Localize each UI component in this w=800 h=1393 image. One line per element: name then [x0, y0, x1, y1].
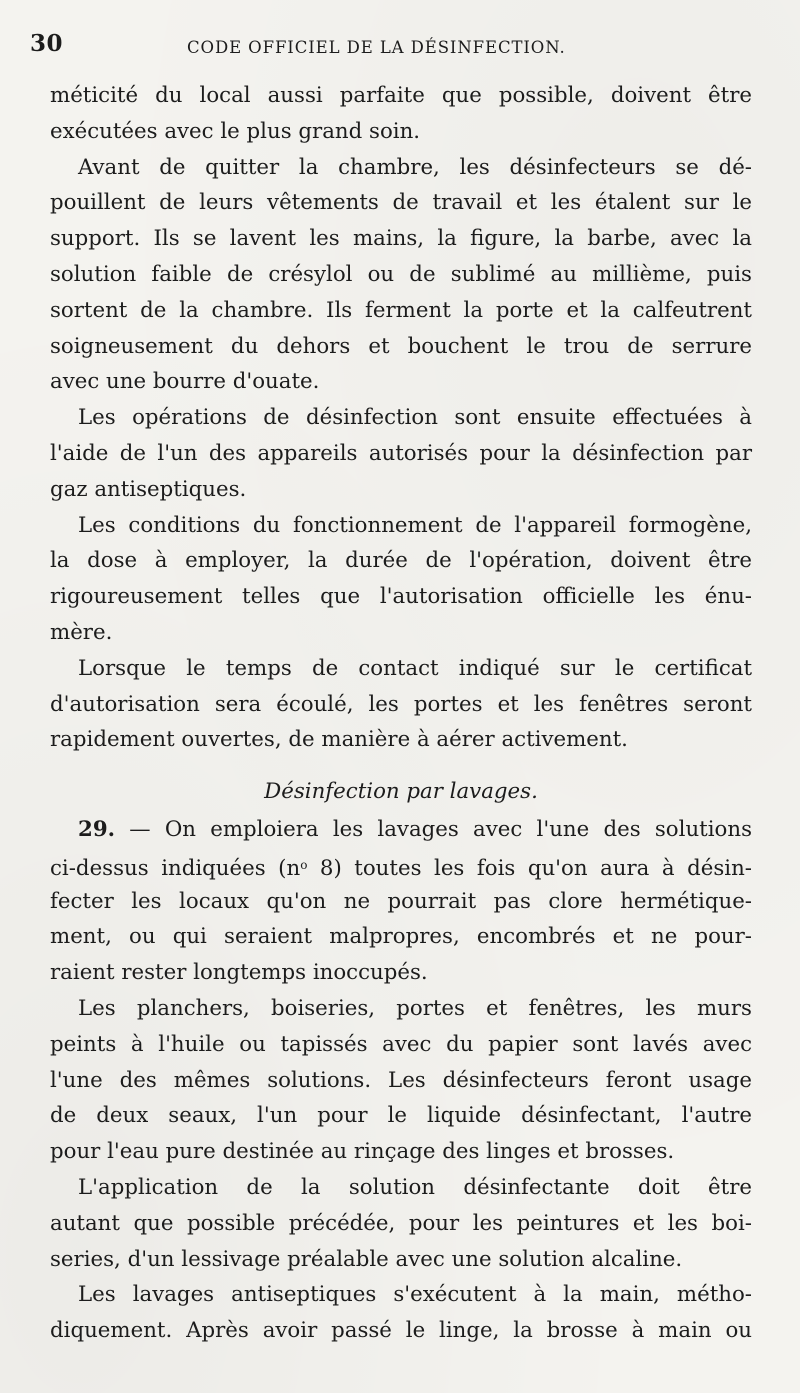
paragraph — [50, 508, 752, 651]
paragraph — [50, 78, 752, 150]
text-line: Lorsque le temps de contact indiqué sur le certificat — [78, 655, 752, 681]
text-line: d'autorisation sera écoulé, les portes et les fenêtres seront — [50, 691, 752, 717]
page-header — [30, 30, 750, 66]
text-line: pouillent de leurs vêtements de travail et les étalent sur le — [50, 190, 752, 216]
text-line: raient rester longtemps inoccupés. — [50, 960, 428, 986]
text-line: L'application de la solution désinfectante doit être — [78, 1174, 752, 1200]
text-line: de deux seaux, l'un pour le liquide désinfectant, l'autre — [50, 1103, 752, 1129]
text-line: support. Ils se lavent les mains, la figure, la barbe, avec la — [50, 226, 752, 252]
page-number: 30 — [30, 30, 64, 57]
text-line: gaz antiseptiques. — [50, 476, 247, 502]
text-line: Les opérations de désinfection sont ensuite effectuées à — [78, 405, 752, 431]
text-line: ment, ou qui seraient malpropres, encombrés et ne pour- — [50, 924, 752, 950]
text-line: diquement. Après avoir passé le linge, la brosse à main ou — [50, 1318, 752, 1344]
text-line: Les conditions du fonctionnement de l'appareil formogène, — [78, 512, 752, 538]
text-line: Les planchers, boiseries, portes et fenêtres, les murs — [78, 995, 752, 1021]
text-line: series, d'un lessivage préalable avec une solution alcaline. — [50, 1246, 683, 1272]
text-span: 8) toutes les fois qu'on aura à désin- — [307, 855, 752, 881]
text-line: rapidement ouvertes, de manière à aérer activement. — [50, 727, 628, 753]
text-line: pour l'eau pure destinée au rinçage des linges et brosses. — [50, 1139, 675, 1165]
paragraph — [50, 1170, 752, 1277]
text-line: rigoureusement telles que l'autorisation officielle les énu- — [50, 584, 752, 610]
body-text — [50, 78, 752, 1349]
text-line: autant que possible précédée, pour les peintures et les boi- — [50, 1210, 752, 1236]
text-line: exécutées avec le plus grand soin. — [50, 118, 421, 144]
paragraph — [50, 150, 752, 401]
superscript-o: o — [300, 857, 308, 872]
paragraph — [50, 991, 752, 1170]
text-line: l'une des mêmes solutions. Les désinfecteurs feront usage — [50, 1067, 752, 1093]
article-29 — [50, 812, 752, 991]
text-line — [50, 812, 752, 848]
text-line: peints à l'huile ou tapissés avec du papier sont lavés avec — [50, 1031, 752, 1057]
text-line: soigneusement du dehors et bouchent le trou de serrure — [50, 333, 752, 359]
text-span: — On emploiera les lavages avec l'une des solutions — [115, 816, 752, 842]
text-line: sortent de la chambre. Ils ferment la porte et la calfeutrent — [50, 297, 752, 323]
paragraph — [50, 651, 752, 758]
text-line — [50, 848, 752, 884]
running-title: CODE OFFICIEL DE LA DÉSINFECTION. — [187, 38, 566, 57]
text-line: la dose à employer, la durée de l'opération, doivent être — [50, 548, 752, 574]
text-line: solution faible de crésylol ou de sublimé au millième, puis — [50, 261, 752, 287]
text-line: avec une bourre d'ouate. — [50, 369, 320, 395]
section-heading: Désinfection par lavages. — [264, 779, 538, 805]
text-line: Avant de quitter la chambre, les désinfecteurs se dé- — [78, 154, 752, 180]
text-span: ci-dessus indiquées (n — [50, 855, 301, 881]
paragraph — [50, 1277, 752, 1349]
text-line: Les lavages antiseptiques s'exécutent à la main, métho- — [78, 1282, 752, 1308]
text-line: l'aide de l'un des appareils autorisés pour la désinfection par — [50, 440, 752, 466]
text-line: mère. — [50, 619, 113, 645]
paragraph — [50, 400, 752, 507]
article-number: 29. — [78, 816, 116, 842]
text-line: fecter les locaux qu'on ne pourrait pas clore hermétique- — [50, 888, 752, 914]
text-line: méticité du local aussi parfaite que possible, doivent être — [50, 83, 752, 108]
